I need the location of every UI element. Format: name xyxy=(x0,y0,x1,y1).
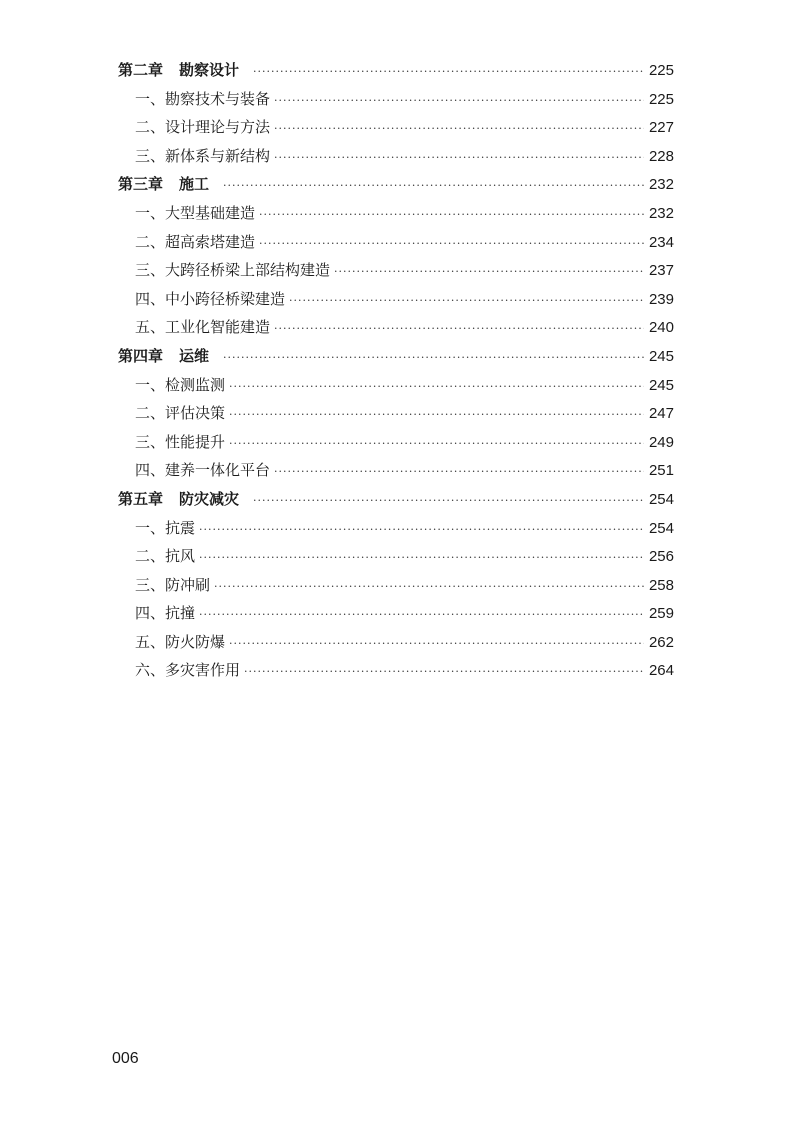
toc-leader-dots xyxy=(229,401,644,430)
toc-leader-dots xyxy=(289,287,644,316)
toc-leader-dots xyxy=(244,658,644,687)
toc-page-number: 262 xyxy=(648,633,674,651)
toc-page-number: 225 xyxy=(648,62,674,79)
toc-section-title: 三、防冲刷 xyxy=(135,575,211,594)
toc-leader-dots xyxy=(229,430,644,459)
toc-section-title: 五、防火防爆 xyxy=(135,632,226,651)
toc-page-number: 264 xyxy=(648,662,674,680)
toc-chapter-number: 第五章 xyxy=(118,489,164,508)
toc-chapter-number: 第三章 xyxy=(118,175,164,194)
toc-leader-dots xyxy=(229,630,644,659)
toc-section-row[interactable] xyxy=(118,628,674,657)
toc-section-title: 一、大型基础建造 xyxy=(135,203,256,222)
toc-page-number: 245 xyxy=(648,376,674,394)
toc-leader-dots xyxy=(274,87,644,116)
toc-leader-dots xyxy=(223,344,644,373)
toc-leader-dots xyxy=(274,315,644,344)
toc-page-number: 234 xyxy=(648,233,674,251)
toc-chapter-name: 勘察设计 xyxy=(179,61,240,79)
toc-page-number: 228 xyxy=(648,147,674,165)
toc-leader-dots xyxy=(199,544,644,573)
toc-page-number: 237 xyxy=(648,262,674,280)
toc-section-title: 三、大跨径桥梁上部结构建造 xyxy=(135,261,331,280)
toc-section-title: 二、设计理论与方法 xyxy=(135,118,271,137)
toc-leader-dots xyxy=(259,201,644,230)
toc-chapter-title xyxy=(118,170,209,199)
toc-section-title: 二、抗风 xyxy=(135,547,196,566)
toc-leader-dots xyxy=(253,487,644,516)
toc-section-title: 二、评估决策 xyxy=(135,404,226,423)
toc-page-number: 249 xyxy=(648,433,674,451)
toc-page-number: 232 xyxy=(648,204,674,222)
toc-chapter-name: 施工 xyxy=(179,175,210,194)
toc-page-number: 227 xyxy=(648,119,674,137)
toc-section-title: 五、工业化智能建造 xyxy=(135,318,271,337)
toc-section-row[interactable] xyxy=(118,113,674,142)
toc-page-number: 225 xyxy=(648,90,674,108)
toc-section-row[interactable] xyxy=(118,514,674,543)
toc-chapter-title xyxy=(118,342,209,371)
toc-section-title: 六、多灾害作用 xyxy=(135,661,241,680)
toc-leader-dots xyxy=(214,573,644,602)
toc-leader-dots xyxy=(229,373,644,402)
toc-leader-dots xyxy=(274,458,644,487)
toc-page-number: 258 xyxy=(648,576,674,594)
toc-chapter-name: 防灾减灾 xyxy=(179,489,240,508)
toc-chapter-number: 第四章 xyxy=(118,346,164,365)
toc-leader-dots xyxy=(274,144,644,173)
toc-section-row[interactable] xyxy=(118,142,674,171)
toc-section-row[interactable] xyxy=(118,313,674,342)
toc-leader-dots xyxy=(199,601,644,630)
toc-leader-dots xyxy=(223,172,644,201)
toc-section-title: 四、建养一体化平台 xyxy=(135,461,271,480)
toc-section-row[interactable] xyxy=(118,256,674,285)
toc-page-number: 232 xyxy=(648,176,674,194)
toc-section-title: 三、性能提升 xyxy=(135,432,226,451)
toc-section-row[interactable] xyxy=(118,571,674,600)
toc-page-number: 254 xyxy=(648,519,674,537)
toc-page-number: 239 xyxy=(648,290,674,308)
toc-chapter-number: 第二章 xyxy=(118,61,164,79)
toc-page-number: 240 xyxy=(648,319,674,337)
toc-chapter-row[interactable] xyxy=(118,485,674,514)
toc-page-number: 251 xyxy=(648,462,674,480)
toc-page-number: 247 xyxy=(648,405,674,423)
toc-section-row[interactable] xyxy=(118,428,674,457)
toc-leader-dots xyxy=(253,58,644,87)
toc-section-title: 一、检测监测 xyxy=(135,375,226,394)
toc-section-title: 一、勘察技术与装备 xyxy=(135,89,271,108)
toc-chapter-row[interactable] xyxy=(118,342,674,371)
toc-section-title: 四、中小跨径桥梁建造 xyxy=(135,289,286,308)
toc-section-row[interactable] xyxy=(118,85,674,114)
toc-section-title: 四、抗撞 xyxy=(135,604,196,623)
toc-chapter-row[interactable] xyxy=(118,170,674,199)
toc-chapter-name: 运维 xyxy=(179,346,210,365)
toc-section-title: 一、抗震 xyxy=(135,518,196,537)
toc-section-row[interactable] xyxy=(118,371,674,400)
toc-chapter-row[interactable] xyxy=(118,56,674,85)
toc-page-number: 259 xyxy=(648,605,674,623)
toc-page-number: 256 xyxy=(648,548,674,566)
toc-leader-dots xyxy=(259,230,644,259)
toc-section-row[interactable] xyxy=(118,656,674,685)
toc-section-row[interactable] xyxy=(118,599,674,628)
toc-page-number: 254 xyxy=(648,490,674,508)
toc-section-title: 三、新体系与新结构 xyxy=(135,146,271,165)
toc-leader-dots xyxy=(199,516,644,545)
toc-leader-dots xyxy=(334,258,644,287)
toc-leader-dots xyxy=(274,115,644,144)
toc-chapter-title xyxy=(118,56,239,85)
toc-section-row[interactable] xyxy=(118,456,674,485)
page-folio-number: 006 xyxy=(112,1050,139,1067)
toc-page-number: 245 xyxy=(648,347,674,365)
toc-section-row[interactable] xyxy=(118,399,674,428)
toc-section-title: 二、超高索塔建造 xyxy=(135,232,256,251)
toc-section-row[interactable] xyxy=(118,542,674,571)
toc-section-row[interactable] xyxy=(118,285,674,314)
table-of-contents xyxy=(118,56,674,685)
toc-chapter-title xyxy=(118,485,239,514)
toc-section-row[interactable] xyxy=(118,199,674,228)
toc-section-row[interactable] xyxy=(118,228,674,257)
